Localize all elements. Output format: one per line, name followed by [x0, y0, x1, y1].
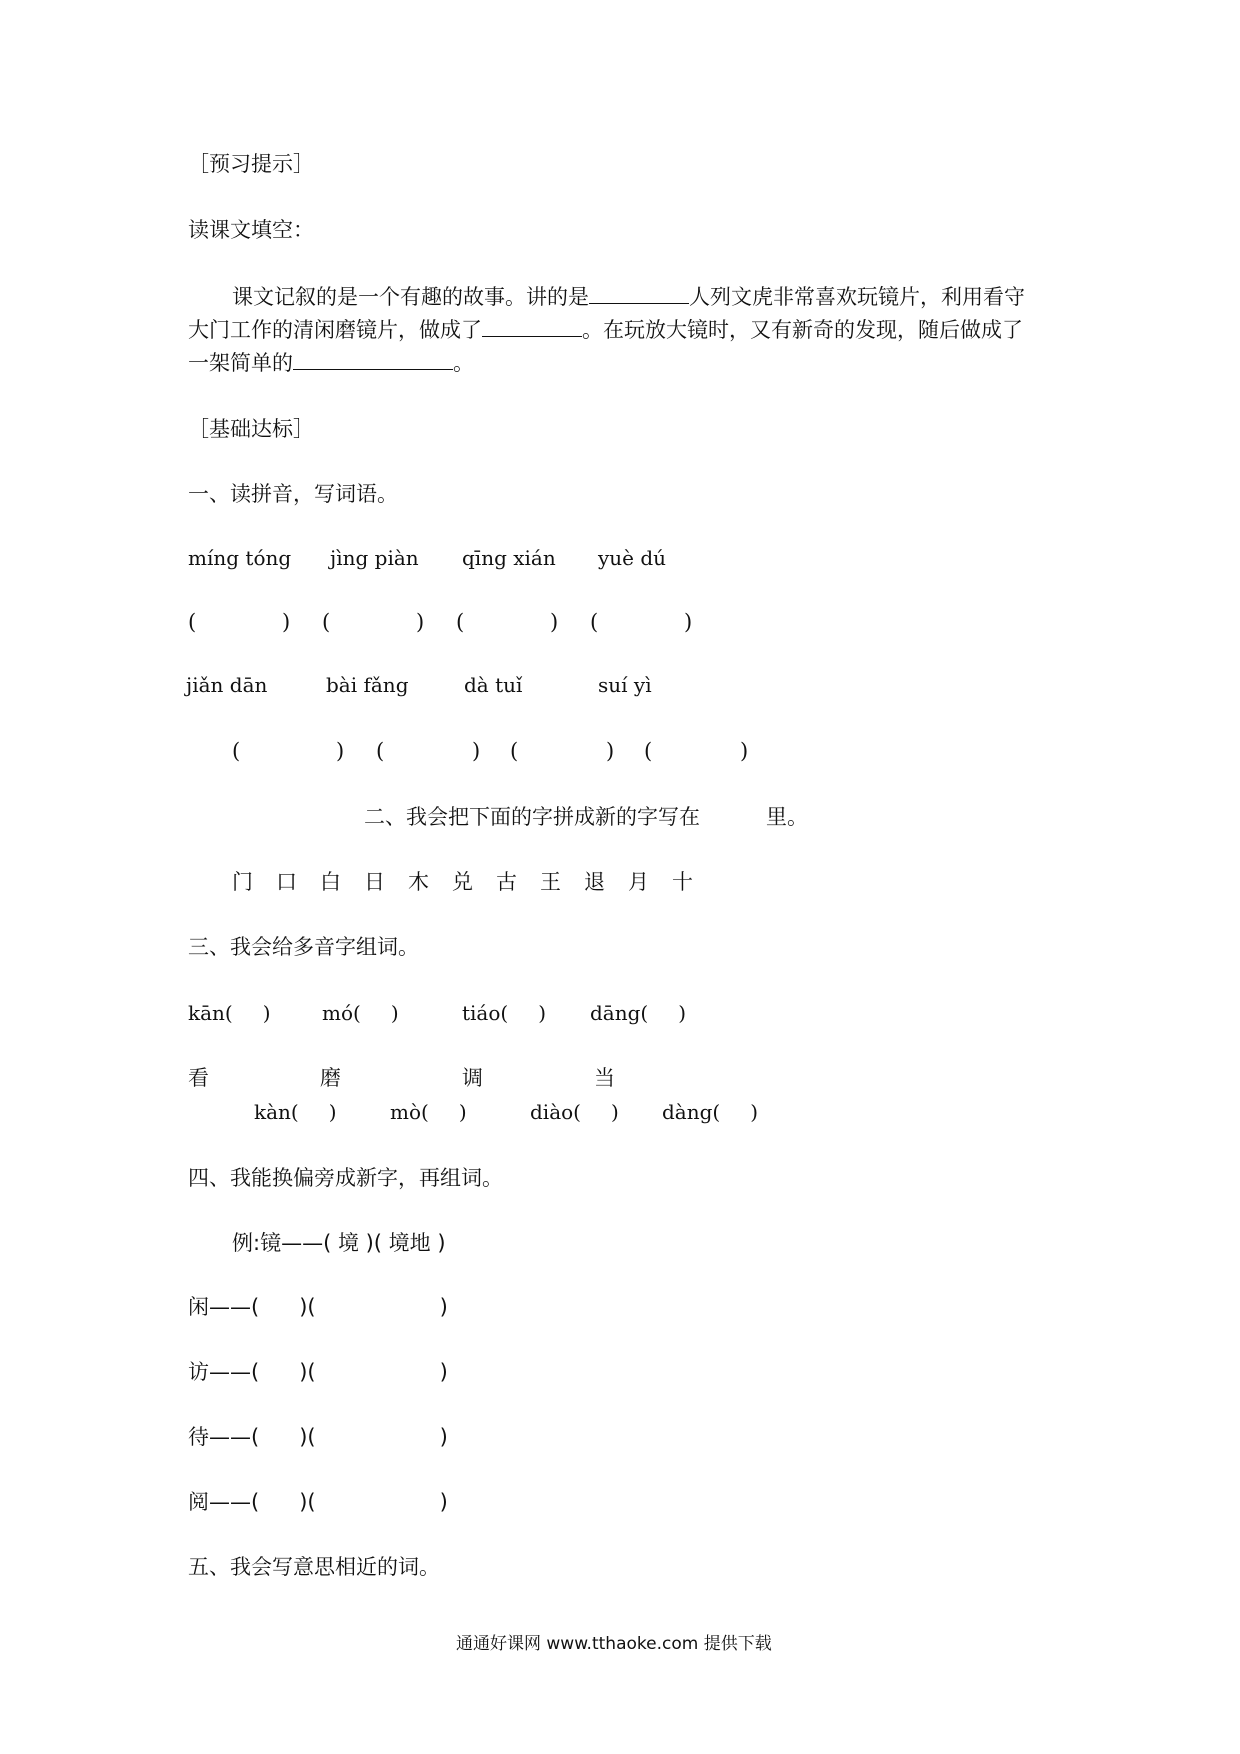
q1-answer-box-7-open: (	[510, 739, 519, 763]
q1-answer-box-7-close: )	[606, 739, 615, 763]
q4-item-3: 待——( )( )	[188, 1425, 448, 1449]
q1-pinyin-7: dà tuǐ	[464, 673, 523, 697]
q3-bottom-4: dàng( )	[662, 1100, 759, 1124]
preview-line-2-text-b: 。在玩放大镜时，又有新奇的发现，随后做成了	[582, 318, 1023, 342]
q1-answer-box-8-open: (	[644, 739, 653, 763]
preview-heading: ［预习提示］	[188, 152, 314, 176]
q1-pinyin-1: míng tóng	[188, 546, 292, 570]
q1-answer-box-2-close: )	[416, 610, 425, 634]
q1-answer-box-4-open: (	[590, 610, 599, 634]
q3-top-4-pinyin: dāng(	[590, 1001, 649, 1025]
basic-heading: ［基础达标］	[188, 417, 314, 441]
q2-char-10: 月	[628, 870, 649, 894]
q2-title	[364, 807, 808, 828]
q4-item-4: 阅——( )( )	[188, 1490, 448, 1514]
q2-char-4: 日	[364, 870, 385, 894]
preview-line-1-text-a: 课文记叙的是一个有趣的故事。讲的是	[232, 285, 589, 309]
q3-bottom-3-pinyin: diào(	[530, 1100, 581, 1124]
preview-line-1-text-b: 人列文虎非常喜欢玩镜片，利用看守	[689, 285, 1025, 309]
q4-title: 四、我能换偏旁成新字，再组词。	[188, 1166, 503, 1190]
q1-answer-box-8-close: )	[740, 739, 749, 763]
q2-char-7: 古	[496, 870, 517, 894]
q3-bottom-1-pinyin: kàn(	[254, 1100, 299, 1124]
q4-item-4-label: 阅——(	[188, 1490, 260, 1514]
q3-top-2-pinyin: mó(	[322, 1001, 361, 1025]
q3-top-3: tiáo( )	[462, 1001, 547, 1025]
q2-char-11: 十	[672, 870, 693, 894]
q1-answer-box-6-open: (	[376, 739, 385, 763]
q3-bottom-4-pinyin: dàng(	[662, 1100, 721, 1124]
preview-instruction: 读课文填空：	[188, 218, 314, 242]
q2-title-text-a: 二、我会把下面的字拼成新的字写在	[364, 805, 700, 829]
q4-example: 例:镜——( 境 )( 境地 )	[232, 1231, 446, 1255]
page-footer: 通通好课网 www.tthaoke.com 提供下载	[456, 1634, 772, 1654]
q1-answer-box-5-open: (	[232, 739, 241, 763]
q2-char-9: 退	[584, 870, 605, 894]
q2-char-3: 白	[320, 870, 341, 894]
q3-char-2: 磨	[320, 1066, 341, 1090]
q1-answer-box-3-open: (	[456, 610, 465, 634]
q2-char-6: 兑	[452, 870, 473, 894]
q4-item-1: 闲——( )( )	[188, 1295, 448, 1319]
q1-pinyin-4: yuè dú	[598, 546, 667, 570]
q2-char-1: 门	[232, 870, 253, 894]
preview-line-3-text-a: 一架简单的	[188, 351, 293, 375]
q3-title: 三、我会给多音字组词。	[188, 935, 419, 959]
answer-blank-1[interactable]	[589, 303, 689, 304]
answer-blank-3[interactable]	[293, 369, 453, 370]
q2-char-8: 王	[540, 870, 561, 894]
q3-char-3: 调	[462, 1066, 483, 1090]
q1-pinyin-2: jìng piàn	[330, 546, 419, 570]
q4-item-1-label: 闲——(	[188, 1295, 260, 1319]
q3-bottom-2: mò( )	[390, 1100, 467, 1124]
q1-answer-box-5-close: )	[336, 739, 345, 763]
q1-answer-box-4-close: )	[684, 610, 693, 634]
q3-char-4: 当	[594, 1066, 615, 1090]
q3-top-3-pinyin: tiáo(	[462, 1001, 509, 1025]
q1-pinyin-3: qīng xián	[462, 546, 556, 570]
q4-item-2: 访——( )( )	[188, 1360, 448, 1384]
q5-title: 五、我会写意思相近的词。	[188, 1555, 440, 1579]
q1-answer-box-6-close: )	[472, 739, 481, 763]
q3-top-1-pinyin: kān(	[188, 1001, 233, 1025]
q1-answer-box-1-close: )	[282, 610, 291, 634]
q1-title: 一、读拼音，写词语。	[188, 482, 398, 506]
q3-char-1: 看	[188, 1066, 209, 1090]
preview-line-3-text-b: 。	[453, 351, 474, 375]
preview-line-2	[188, 320, 1023, 341]
q3-bottom-3: diào( )	[530, 1100, 619, 1124]
preview-line-3	[188, 353, 474, 374]
q1-answer-box-3-close: )	[550, 610, 559, 634]
q1-pinyin-5: jiǎn dān	[186, 673, 268, 697]
q3-bottom-1: kàn( )	[254, 1100, 337, 1124]
q1-pinyin-8: suí yì	[598, 673, 652, 697]
q3-top-2: mó( )	[322, 1001, 399, 1025]
q2-char-2: 口	[276, 870, 297, 894]
q4-item-3-label: 待——(	[188, 1425, 260, 1449]
q2-title-text-b: 里。	[766, 805, 808, 829]
q2-char-5: 木	[408, 870, 429, 894]
q3-bottom-2-pinyin: mò(	[390, 1100, 429, 1124]
q3-top-1: kān( )	[188, 1001, 271, 1025]
q3-top-4: dāng( )	[590, 1001, 687, 1025]
preview-line-2-text-a: 大门工作的清闲磨镜片，做成了	[188, 318, 482, 342]
answer-blank-2[interactable]	[482, 336, 582, 337]
preview-line-1	[232, 287, 1025, 308]
q1-answer-box-1-open: (	[188, 610, 197, 634]
q1-answer-box-2-open: (	[322, 610, 331, 634]
q4-item-2-label: 访——(	[188, 1360, 260, 1384]
q1-pinyin-6: bài fǎng	[326, 673, 409, 697]
